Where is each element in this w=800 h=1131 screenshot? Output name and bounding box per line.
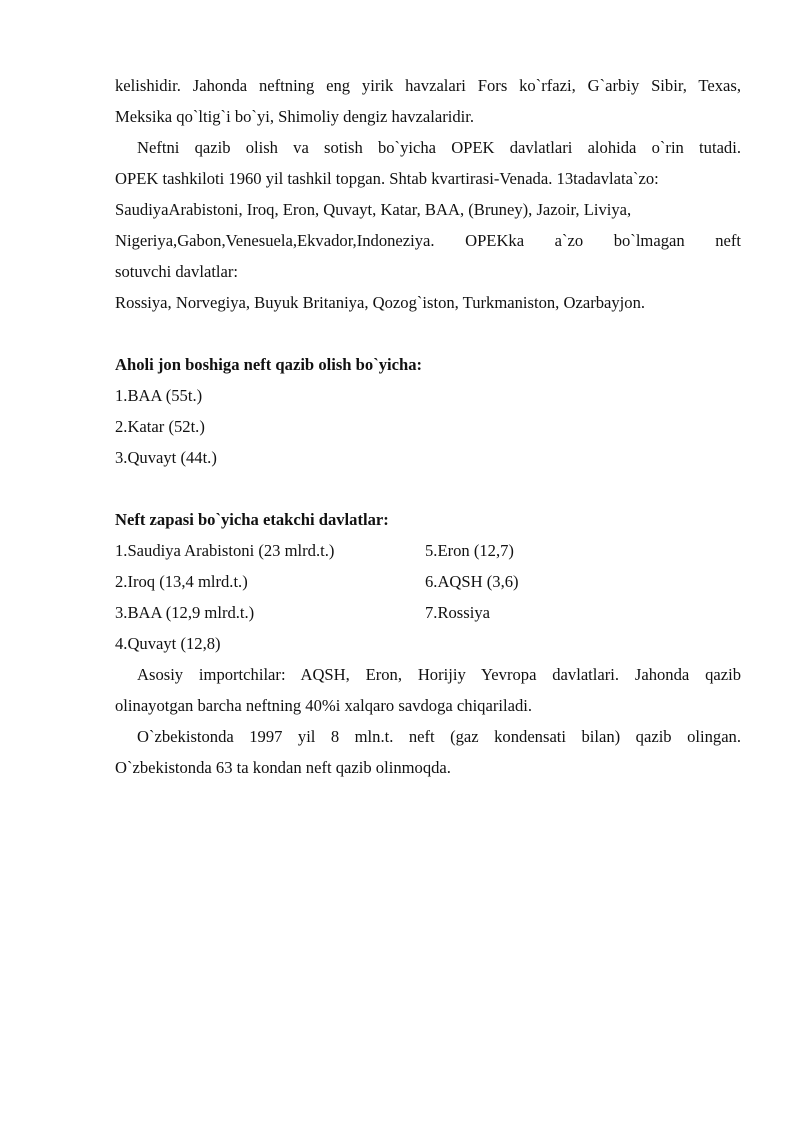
per-capita-item: 3.Quvayt (44t.) (115, 448, 217, 467)
reserves-item: 4.Quvayt (12,8) (115, 634, 221, 653)
paragraph-1-line-2: Meksika qo`ltig`i bo`yi, Shimoliy dengiz havzalaridir. (115, 107, 475, 126)
reserves-item: 6.AQSH (3,6) (425, 572, 519, 591)
reserves-item: 1.Saudiya Arabistoni (23 mlrd.t.) (115, 541, 335, 560)
paragraph-4-line-2: O`zbekistonda 63 ta kondan neft qazib olinmoqda. (115, 758, 451, 777)
reserves-row (115, 597, 741, 628)
spacer (115, 318, 741, 349)
paragraph-2-line-1: Neftni qazib olish va sotish bo`yicha OPEK davlatlari alohida o`rin tutadi. (137, 138, 741, 157)
reserves-row (115, 628, 741, 659)
per-capita-heading: Aholi jon boshiga neft qazib olish bo`yicha: (115, 355, 423, 374)
paragraph-2-line-4: Nigeriya,Gabon,Venesuela,Ekvador,Indoneziya. OPEKka a`zo bo`lmagan neft (115, 231, 741, 250)
reserves-item (425, 628, 725, 659)
document-page (115, 70, 741, 783)
spacer (115, 473, 741, 504)
paragraph-3-line-2: olinayotgan barcha neftning 40%i xalqaro savdoga chiqariladi. (115, 696, 533, 715)
per-capita-item: 1.BAA (55t.) (115, 386, 203, 405)
reserves-row (115, 535, 741, 566)
paragraph-2-line-2: OPEK tashkiloti 1960 yil tashkil topgan. Shtab kvartirasi-Venada. 13tadavlata`zo: (115, 169, 659, 188)
paragraph-2-line-3: SaudiyaArabistoni, Iroq, Eron, Quvayt, Katar, BAA, (Bruney), Jazoir, Liviya, (115, 200, 632, 219)
reserves-item: 2.Iroq (13,4 mlrd.t.) (115, 572, 248, 591)
reserves-row (115, 566, 741, 597)
paragraph-2-line-5: sotuvchi davlatlar: (115, 262, 239, 281)
reserves-item: 7.Rossiya (425, 603, 490, 622)
per-capita-item: 2.Katar (52t.) (115, 417, 205, 436)
paragraph-4-line-1: O`zbekistonda 1997 yil 8 mln.t. neft (gaz kondensati bilan) qazib olingan. (137, 727, 741, 746)
paragraph-2-line-6: Rossiya, Norvegiya, Buyuk Britaniya, Qozog`iston, Turkmaniston, Ozarbayjon. (115, 293, 646, 312)
paragraph-1-line-1: kelishidir. Jahonda neftning eng yirik havzalari Fors ko`rfazi, G`arbiy Sibir, Texas, (115, 76, 741, 95)
reserves-item: 3.BAA (12,9 mlrd.t.) (115, 603, 255, 622)
reserves-heading: Neft zapasi bo`yicha etakchi davlatlar: (115, 510, 389, 529)
paragraph-3-line-1: Asosiy importchilar: AQSH, Eron, Horijiy Yevropa davlatlari. Jahonda qazib (137, 665, 741, 684)
reserves-item: 5.Eron (12,7) (425, 541, 514, 560)
